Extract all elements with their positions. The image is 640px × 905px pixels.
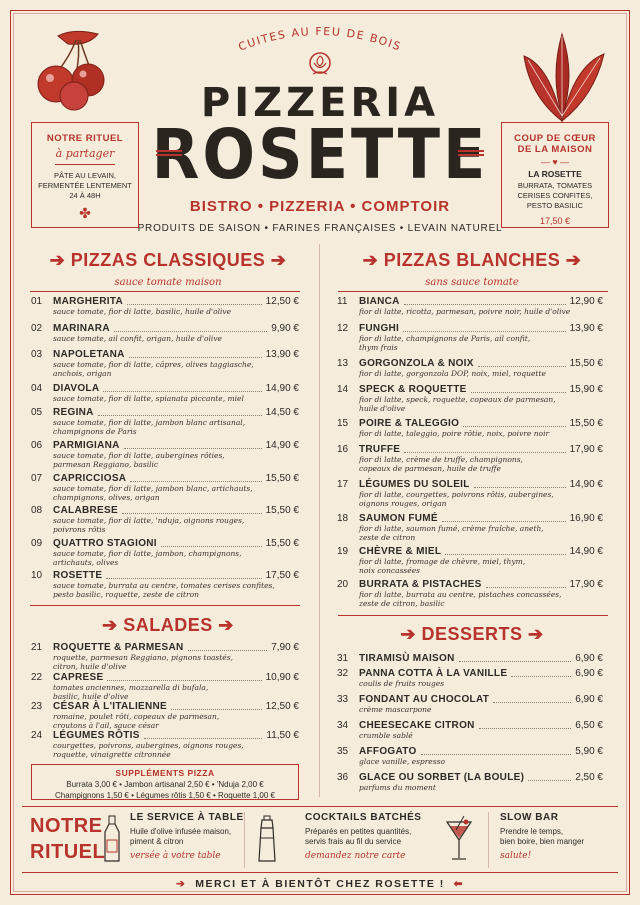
item-description: [359, 731, 413, 740]
item-description: [359, 307, 570, 316]
salades-title-text: SALADES: [123, 615, 213, 635]
item-number: 01: [31, 296, 43, 307]
favorite-line: CERISES CONFITES,: [517, 191, 593, 200]
footer-rule-top: [22, 806, 618, 807]
leader-dots: [130, 481, 262, 482]
item-price: 15,50 €: [569, 358, 603, 369]
menu-item: [31, 505, 299, 535]
item-name: NAPOLETANA: [53, 349, 125, 360]
leader-dots: [479, 728, 571, 729]
leader-dots: [471, 392, 566, 393]
item-description-line: anchois, origan: [53, 369, 112, 378]
title-dash-left: [156, 150, 182, 156]
favorite-title-2: DE LA MAISON: [517, 144, 593, 155]
item-name: MARINARA: [53, 323, 110, 334]
footer-slowbar-title: SLOW BAR: [500, 812, 559, 823]
favorite-name: LA ROSETTE: [528, 169, 582, 179]
leader-dots: [404, 304, 566, 305]
leader-dots: [107, 680, 262, 681]
item-description-line: courgettes, poivrons, aubergines, oignons rouges,: [53, 741, 244, 750]
item-description: [53, 307, 231, 316]
item-description-line: oignons rouges, origan: [359, 499, 447, 508]
ritual-line: 24 À 48H: [69, 191, 101, 200]
item-price: 6,90 €: [575, 668, 603, 679]
footer-cocktails-line: Préparés en petites quantités,: [305, 827, 412, 836]
footer-service: [130, 812, 244, 861]
item-description: [359, 705, 431, 714]
favorite-line: BURRATA, TOMATES: [517, 181, 593, 190]
item-name: PANNA COTTA À LA VANILLE: [359, 668, 508, 679]
favorite-price: 17,50 €: [539, 216, 571, 226]
item-number: 04: [31, 383, 43, 394]
item-price: 5,90 €: [575, 746, 603, 757]
leader-dots: [486, 587, 566, 588]
item-number: 11: [337, 296, 348, 307]
ritual-line: FERMENTÉE LENTEMENT: [38, 181, 132, 190]
menu-item: [31, 642, 299, 672]
item-description: [359, 369, 546, 378]
item-description-line: fior di latte, gorgonzola DOP, noix, miel, roquette: [359, 369, 546, 378]
item-name: CHÈVRE & MIEL: [359, 546, 442, 557]
section-title-blanches: ➔ PIZZAS BLANCHES ➔: [362, 250, 582, 270]
leader-dots: [144, 738, 262, 739]
item-description-line: fior di latte, ricotta, parmesan, poivre noir, huile d'olive: [359, 307, 571, 316]
item-description-line: roquette, vinaigrette citronnée: [53, 750, 171, 759]
subline: PRODUITS DE SAISON • FARINES FRANÇAISES • LEVAIN NATUREL: [137, 223, 503, 234]
item-number: 16: [337, 444, 349, 455]
ritual-box-script: à partager: [55, 147, 115, 160]
item-number: 31: [337, 653, 349, 664]
leader-dots: [122, 513, 262, 514]
footer-cocktails-line: servis frais au fil du service: [305, 837, 402, 846]
item-name: AFFOGATO: [359, 746, 417, 757]
favorite-box-title: [502, 133, 608, 155]
item-description-line: citron, huile d'olive: [53, 662, 127, 671]
item-description: [359, 395, 556, 413]
supplements-title: SUPPLÉMENTS PIZZA: [115, 768, 215, 778]
footer-cocktails-title: COCKTAILS BATCHÉS: [305, 812, 422, 823]
item-name: TIRAMISÙ MAISON: [359, 653, 455, 664]
item-description-line: fior di latte, courgettes, poivrons rôtis, aubergines,: [359, 490, 554, 499]
item-price: 6,90 €: [575, 694, 603, 705]
item-description: [53, 712, 219, 730]
item-description: [53, 516, 244, 534]
leader-dots: [106, 578, 262, 579]
item-number: 12: [337, 323, 349, 334]
menu-item: [337, 323, 603, 353]
menu-item: [337, 444, 603, 474]
item-description-line: coulis de fruits rouges: [359, 679, 445, 688]
favorite-box: [501, 122, 609, 228]
item-description: [359, 757, 445, 766]
item-name: CÉSAR À L'ITALIENNE: [53, 701, 168, 712]
item-price: 15,50 €: [265, 538, 299, 549]
item-name: POIRE & TALEGGIO: [359, 418, 460, 429]
column-divider: [319, 244, 320, 797]
ritual-line: PÂTE AU LEVAIN,: [54, 171, 116, 180]
heart-icon: — ♥ —: [540, 157, 570, 167]
item-name: GORGONZOLA & NOIX: [359, 358, 474, 369]
item-description-line: sauce tomate, fior di latte, jambon blanc, artichauts,: [53, 484, 253, 493]
ritual-box-title: NOTRE RITUEL: [46, 133, 124, 144]
item-number: 07: [31, 473, 43, 484]
menu-item: [31, 296, 299, 326]
item-description-line: roquette, parmesan Reggiano, pignons toastés,: [53, 653, 233, 662]
item-description-line: crumble sablé: [359, 731, 413, 740]
arc-text: CUITES AU FEU DE BOIS: [236, 24, 404, 54]
item-description: [53, 334, 222, 343]
item-description-line: fior di latte, crème de truffe, champignons,: [359, 455, 523, 464]
leader-dots: [127, 304, 262, 305]
section-subtitle-blanches: sans sauce tomate: [425, 277, 519, 288]
item-price: 2,50 €: [575, 772, 603, 783]
item-number: 34: [337, 720, 349, 731]
item-name: CAPRESE: [53, 672, 104, 683]
item-number: 32: [337, 668, 349, 679]
bottom-message: [0, 878, 640, 890]
item-number: 09: [31, 538, 43, 549]
menu-item: [31, 538, 299, 568]
item-number: 20: [337, 579, 349, 590]
item-price: 12,50 €: [265, 701, 299, 712]
item-description-line: crème mascarpone: [359, 705, 432, 714]
item-description: [53, 484, 253, 502]
leader-dots: [129, 357, 262, 358]
footer-cocktails-script: demandez notre carte: [305, 851, 406, 861]
menu-item: [337, 384, 603, 414]
menu-item: [31, 701, 299, 731]
item-description-line: fior di latte, burrata au centre, pistaches concassées,: [359, 590, 562, 599]
item-description-line: copeaux de parmesan, huile de truffe: [359, 464, 501, 473]
favorite-line: PESTO BASILIC: [526, 201, 584, 210]
item-price: 15,50 €: [265, 473, 299, 484]
item-description-line: sauce tomate, fior di latte, basilic, huile d'olive: [53, 307, 232, 316]
menu-item: [31, 407, 299, 437]
item-name: CHEESECAKE CITRON: [359, 720, 475, 731]
item-price: 12,90 €: [569, 296, 603, 307]
item-description-line: tomates anciennes, mozzarella di bufala,: [53, 683, 209, 692]
ritual-box-rule: [55, 164, 115, 165]
item-name: SAUMON FUMÉ: [359, 513, 438, 524]
fleur-icon: ✤: [79, 205, 91, 221]
item-name: ROSETTE: [53, 570, 103, 581]
item-description-line: huile d'olive: [359, 404, 406, 413]
item-price: 13,90 €: [569, 323, 603, 334]
item-price: 17,90 €: [569, 579, 603, 590]
item-number: 08: [31, 505, 43, 516]
footer-divider-2: [488, 812, 489, 868]
classiques-title-text: PIZZAS CLASSIQUES: [70, 250, 266, 270]
menu-item: [31, 730, 299, 760]
blanches-title-text: PIZZAS BLANCHES: [383, 250, 561, 270]
footer-slowbar-script: salute!: [500, 851, 532, 861]
leader-dots: [463, 426, 566, 427]
leader-dots: [442, 521, 566, 522]
footer-big-2: RITUEL: [30, 841, 106, 863]
item-price: 6,90 €: [575, 653, 603, 664]
tagline: BISTRO • PIZZERIA • COMPTOIR: [189, 198, 451, 215]
footer-service-line: piment & citron: [130, 837, 184, 846]
leader-dots: [124, 448, 262, 449]
leader-dots: [421, 754, 571, 755]
item-price: 9,90 €: [271, 323, 299, 334]
item-description-line: fior di latte, taleggio, poire rôtie, noix, poivre noir: [359, 429, 550, 438]
footer-slowbar-line: Prendre le temps,: [500, 827, 564, 836]
item-name: QUATTRO STAGIONI: [53, 538, 157, 549]
supplements-box: [31, 764, 299, 800]
item-description-line: fior di latte, fromage de chèvre, miel, thym,: [359, 557, 526, 566]
item-description: [359, 783, 436, 792]
item-description-line: romaine, poulet rôti, copeaux de parmesan,: [53, 712, 220, 721]
section-rule-desserts-top: [338, 615, 608, 616]
footer-ritual-title: [30, 813, 105, 865]
item-description-line: sauce tomate, fior di latte, câpres, olives taggiasche,: [53, 360, 254, 369]
item-price: 17,50 €: [265, 570, 299, 581]
leader-dots: [188, 650, 267, 651]
item-description-line: parmesan Reggiano, basilic: [53, 460, 159, 469]
leader-dots: [474, 487, 566, 488]
item-name: DIAVOLA: [53, 383, 100, 394]
item-price: 15,90 €: [569, 384, 603, 395]
leader-dots: [493, 702, 571, 703]
leader-dots: [161, 546, 262, 547]
section-rule-classiques: [30, 291, 300, 292]
item-number: 35: [337, 746, 349, 757]
item-name: GLACE OU SORBET (LA BOULE): [359, 772, 525, 783]
item-description: [53, 683, 208, 701]
item-number: 18: [337, 513, 349, 524]
item-number: 22: [31, 672, 43, 683]
item-description-line: sauce tomate, burrata au centre, tomates cerises confites,: [53, 581, 275, 590]
item-description: [359, 334, 530, 352]
item-number: 02: [31, 323, 43, 334]
item-number: 03: [31, 349, 43, 360]
leader-dots: [403, 331, 566, 332]
item-description-line: sauce tomate, fior di latte, jambon, champignons,: [53, 549, 242, 558]
item-name: REGINA: [53, 407, 94, 418]
item-description-line: fior di latte, saumon fumé, crème fraîche, aneth,: [359, 524, 544, 533]
arrow-right-icon: ➔: [176, 878, 187, 890]
bottom-message-text: MERCI ET À BIENTÔT CHEZ ROSETTE !: [195, 878, 445, 890]
footer-cocktails: [305, 812, 421, 861]
item-price: 7,90 €: [271, 642, 299, 653]
section-title-desserts: ➔ DESSERTS ➔: [400, 624, 544, 644]
item-description-line: parfums du moment: [359, 783, 436, 792]
item-description: [53, 418, 245, 436]
item-description: [53, 581, 275, 599]
item-name: TRUFFE: [359, 444, 401, 455]
shaker-icon: [256, 814, 278, 864]
item-number: 23: [31, 701, 43, 712]
title-rosette: ROSETTE: [151, 114, 489, 195]
item-description: [359, 590, 562, 608]
footer-service-body: [130, 827, 244, 847]
item-price: 17,90 €: [569, 444, 603, 455]
item-description-line: artichauts, olives: [53, 558, 119, 567]
leader-dots: [511, 676, 571, 677]
desserts-title-text: DESSERTS: [421, 624, 523, 644]
item-name: CALABRESE: [53, 505, 118, 516]
item-description-line: noix concassées: [359, 566, 420, 575]
section-rule-blanches: [338, 291, 608, 292]
item-name: FUNGHI: [359, 323, 400, 334]
favorite-title-1: COUP DE CŒUR: [514, 133, 596, 144]
item-description: [359, 455, 523, 473]
item-price: 15,50 €: [265, 505, 299, 516]
item-number: 24: [31, 730, 43, 741]
item-description: [359, 679, 444, 688]
menu-item: [337, 772, 603, 802]
item-description-line: zeste de citron, basilic: [359, 599, 445, 608]
title-pizzeria: PIZZERIA: [200, 80, 440, 126]
item-number: 06: [31, 440, 43, 451]
footer-service-title: LE SERVICE À TABLE: [130, 812, 244, 823]
menu-item: [337, 513, 603, 543]
leader-dots: [445, 554, 566, 555]
section-subtitle-classiques: sauce tomate maison: [114, 277, 222, 288]
item-name: LÉGUMES RÔTIS: [53, 730, 140, 741]
supplements-row-1: Burrata 3,00 € • Jambon artisanal 2,50 € • 'Nduja 2,00 €: [66, 780, 264, 789]
leader-dots: [404, 452, 566, 453]
menu-item: [31, 473, 299, 503]
item-name: PARMIGIANA: [53, 440, 120, 451]
section-rule-salades-top: [30, 605, 300, 606]
item-description: [53, 741, 244, 759]
item-number: 36: [337, 772, 349, 783]
leader-dots: [114, 331, 267, 332]
item-number: 33: [337, 694, 349, 705]
item-number: 15: [337, 418, 349, 429]
item-description-line: sauce tomate, fior di latte, aubergines rôties,: [53, 451, 225, 460]
item-number: 14: [337, 384, 349, 395]
item-price: 16,90 €: [569, 513, 603, 524]
footer-big-1: NOTRE: [30, 815, 103, 837]
item-price: 14,90 €: [265, 383, 299, 394]
item-price: 15,50 €: [569, 418, 603, 429]
footer-slowbar-line: bien boire, bien manger: [500, 837, 585, 846]
item-description: [53, 549, 242, 567]
item-description-line: sauce tomate, fior di latte, spianata piccante, miel: [53, 394, 244, 403]
item-description: [359, 524, 544, 542]
menu-item: [337, 546, 603, 576]
menu-item: [337, 479, 603, 509]
footer-divider-1: [244, 812, 245, 868]
item-name: FONDANT AU CHOCOLAT: [359, 694, 490, 705]
item-number: 17: [337, 479, 349, 490]
footer-rule-bottom: [22, 872, 618, 873]
item-price: 10,90 €: [265, 672, 299, 683]
item-price: 11,50 €: [266, 730, 299, 741]
leader-dots: [98, 415, 262, 416]
item-number: 13: [337, 358, 349, 369]
item-name: MARGHERITA: [53, 296, 124, 307]
item-name: BURRATA & PISTACHES: [359, 579, 482, 590]
menu-item: [31, 440, 299, 470]
item-price: 13,90 €: [265, 349, 299, 360]
item-description-line: zeste de citron: [359, 533, 416, 542]
menu-item: [31, 349, 299, 379]
footer-slowbar-body: [500, 827, 584, 847]
menu-item: [337, 296, 603, 326]
item-price: 14,50 €: [265, 407, 299, 418]
item-description-line: sauce tomate, fior di latte, 'nduja, oignons rouges,: [53, 516, 245, 525]
leader-dots: [478, 366, 566, 367]
favorite-text: [502, 181, 608, 211]
ritual-box-text: [32, 171, 138, 201]
item-number: 21: [31, 642, 43, 653]
item-description: [53, 451, 225, 469]
section-title-salades: ➔ SALADES ➔: [102, 615, 234, 635]
section-title-classiques: ➔ PIZZAS CLASSIQUES ➔: [49, 250, 287, 270]
item-name: SPECK & ROQUETTE: [359, 384, 467, 395]
item-description: [359, 490, 554, 508]
menu-item: [31, 672, 299, 702]
leader-dots: [459, 661, 571, 662]
item-price: 12,50 €: [265, 296, 299, 307]
leader-dots: [103, 391, 262, 392]
footer-service-line: Huile d'olive infusée maison,: [130, 827, 232, 836]
item-name: LÉGUMES DU SOLEIL: [359, 479, 470, 490]
item-description-line: thym frais: [359, 343, 398, 352]
item-number: 10: [31, 570, 43, 581]
item-description-line: sauce tomate, fior di latte, jambon blanc artisanal,: [53, 418, 246, 427]
oil-bottle-icon: [102, 814, 122, 864]
item-description: [53, 653, 233, 671]
item-name: CAPRICCIOSA: [53, 473, 127, 484]
item-number: 05: [31, 407, 43, 418]
item-price: 6,50 €: [575, 720, 603, 731]
footer-slowbar: [500, 812, 584, 861]
item-description-line: poivrons rôtis: [53, 525, 106, 534]
item-description: [53, 394, 244, 403]
item-description: [359, 429, 549, 438]
menu-item: [337, 579, 603, 609]
title-dash-right: [458, 150, 484, 156]
item-price: 14,90 €: [265, 440, 299, 451]
item-description-line: champignons de Paris: [53, 427, 137, 436]
ritual-box: [31, 122, 139, 228]
item-description: [359, 557, 525, 575]
item-description-line: glace vanille, espresso: [359, 757, 445, 766]
footer-cocktails-body: [305, 827, 421, 847]
item-description: [53, 360, 254, 378]
item-description-line: sauce tomate, ail confit, origan, huile d'olive: [53, 334, 222, 343]
item-name: BIANCA: [359, 296, 400, 307]
footer-service-script: versée à votre table: [130, 851, 221, 861]
item-price: 14,90 €: [569, 479, 603, 490]
item-description-line: croutons à l'ail, sauce césar: [53, 721, 159, 730]
menu-item: [31, 570, 299, 600]
item-description-line: fior di latte, speck, roquette, copeaux de parmesan,: [359, 395, 556, 404]
leader-dots: [171, 709, 262, 710]
cocktail-glass-icon: [444, 814, 474, 864]
supplements-row-2: Champignons 1,50 € • Légumes rôtis 1,50 € • Roquette 1,00 €: [55, 791, 275, 800]
item-price: 14,90 €: [569, 546, 603, 557]
item-number: 19: [337, 546, 349, 557]
item-description-line: pesto basilic, roquette, zeste de citron: [53, 590, 199, 599]
rose-icon: [304, 50, 336, 80]
item-description-line: fior di latte, champignons de Paris, ail confit,: [359, 334, 531, 343]
item-name: ROQUETTE & PARMESAN: [53, 642, 184, 653]
arrow-left-icon: ⬅: [453, 878, 464, 890]
leader-dots: [528, 780, 571, 781]
item-description-line: basilic, huile d'olive: [53, 692, 129, 701]
item-description-line: champignons, olives, origan: [53, 493, 160, 502]
